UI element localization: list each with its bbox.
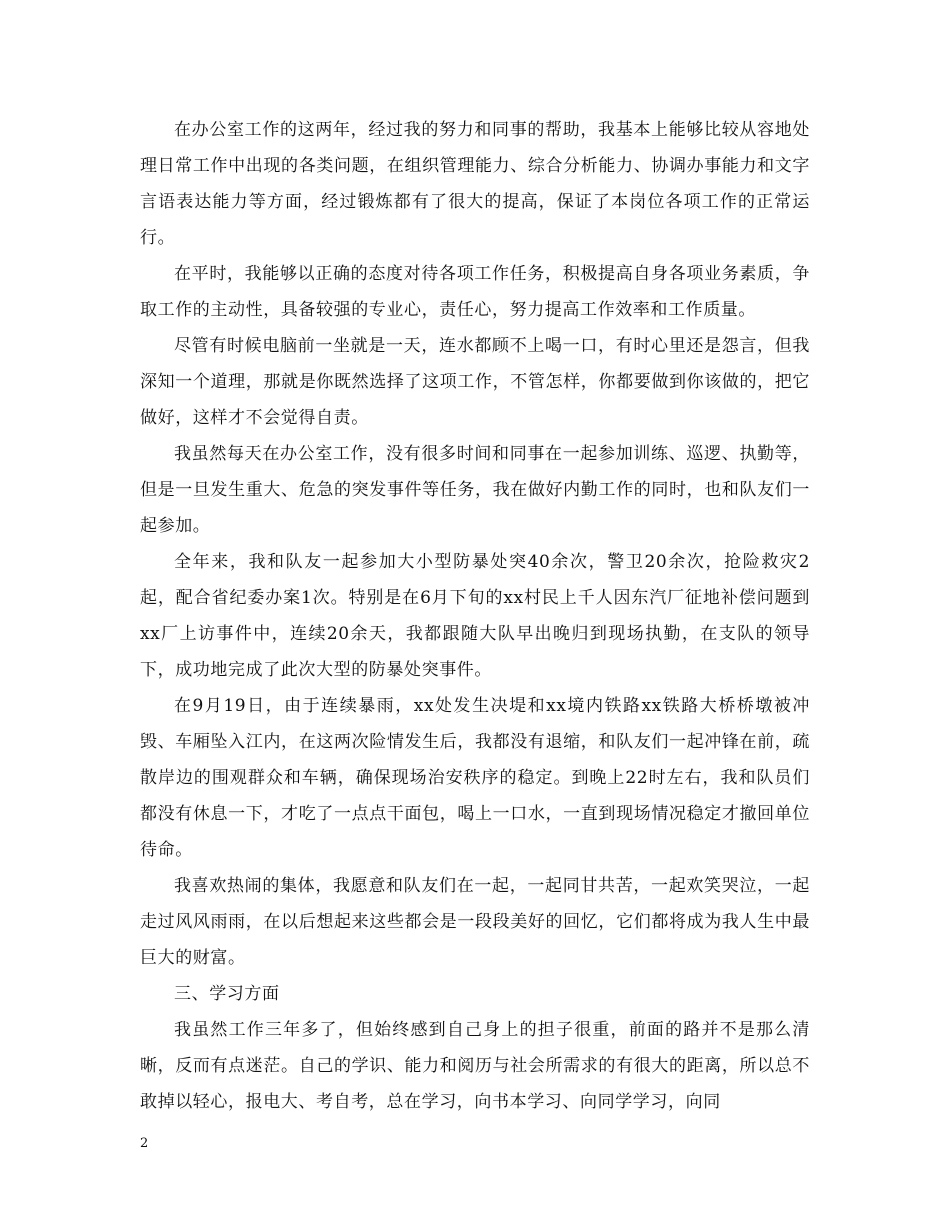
paragraph-team-spirit: 我喜欢热闹的集体，我愿意和队友们在一起，一起同甘共苦，一起欢笑哭泣，一起走过风风雨雨，在以后想起来这些都会是一段段美好的回忆，它们都将成为我人生中最巨大的财富。 xyxy=(140,876,810,968)
paragraph-computer-work: 尽管有时候电脑前一坐就是一天，连水都顾不上喝一口，有时心里还是怨言，但我深知一个道理，那就是你既然选择了这项工作，不管怎样，你都要做到你该做的，把它做好，这样才不会觉得自责。 xyxy=(140,336,810,428)
paragraph-flood-rescue: 在9月19日，由于连续暴雨，xx处发生决堤和xx境内铁路xx铁路大桥桥墩被冲毁、车厢坠入江内，在这两次险情发生后，我都没有退缩，和队友们一起冲锋在前，疏散岸边的围观群众和车辆，确保现场治安秩序的稳定。到晚上22时左右，我和队员们都没有休息一下，才吃了一点点干面包，喝上一口水，一直到现场情况稳定才撤回单位待命。 xyxy=(140,696,810,860)
section-heading-study: 三、学习方面 xyxy=(174,984,280,1004)
paragraph-study: 我虽然工作三年多了，但始终感到自己身上的担子很重，前面的路并不是那么清晰，反而有点迷茫。自己的学识、能力和阅历与社会所需求的有很大的距离，所以总不敢掉以轻心，报电大、考自考，总在学习，向书本学习、向同学学习，向同 xyxy=(140,1020,810,1112)
paragraph-office-work: 在办公室工作的这两年，经过我的努力和同事的帮助，我基本上能够比较从容地处理日常工作中出现的各类问题，在组织管理能力、综合分析能力、协调办事能力和文字言语表达能力等方面，经过锻炼都有了很大的提高，保证了本岗位各项工作的正常运行。 xyxy=(140,120,810,248)
paragraph-work-attitude: 在平时，我能够以正确的态度对待各项工作任务，积极提高自身各项业务素质，争取工作的主动性，具备较强的专业心，责任心，努力提高工作效率和工作质量。 xyxy=(140,264,810,320)
paragraph-emergency-participation: 我虽然每天在办公室工作，没有很多时间和同事在一起参加训练、巡逻、执勤等，但是一旦发生重大、危急的突发事件等任务，我在做好内勤工作的同时，也和队友们一起参加。 xyxy=(140,444,810,536)
paragraph-annual-tasks: 全年来，我和队友一起参加大小型防暴处突40余次，警卫20余次，抢险救灾2起，配合省纪委办案1次。特别是在6月下旬的xx村民上千人因东汽厂征地补偿问题到xx厂上访事件中，连续20余天，我都跟随大队早出晚归到现场执勤，在支队的领导下，成功地完成了此次大型的防暴处突事件。 xyxy=(140,552,810,680)
page-number: 2 xyxy=(140,1136,149,1151)
document-body xyxy=(140,112,810,1120)
